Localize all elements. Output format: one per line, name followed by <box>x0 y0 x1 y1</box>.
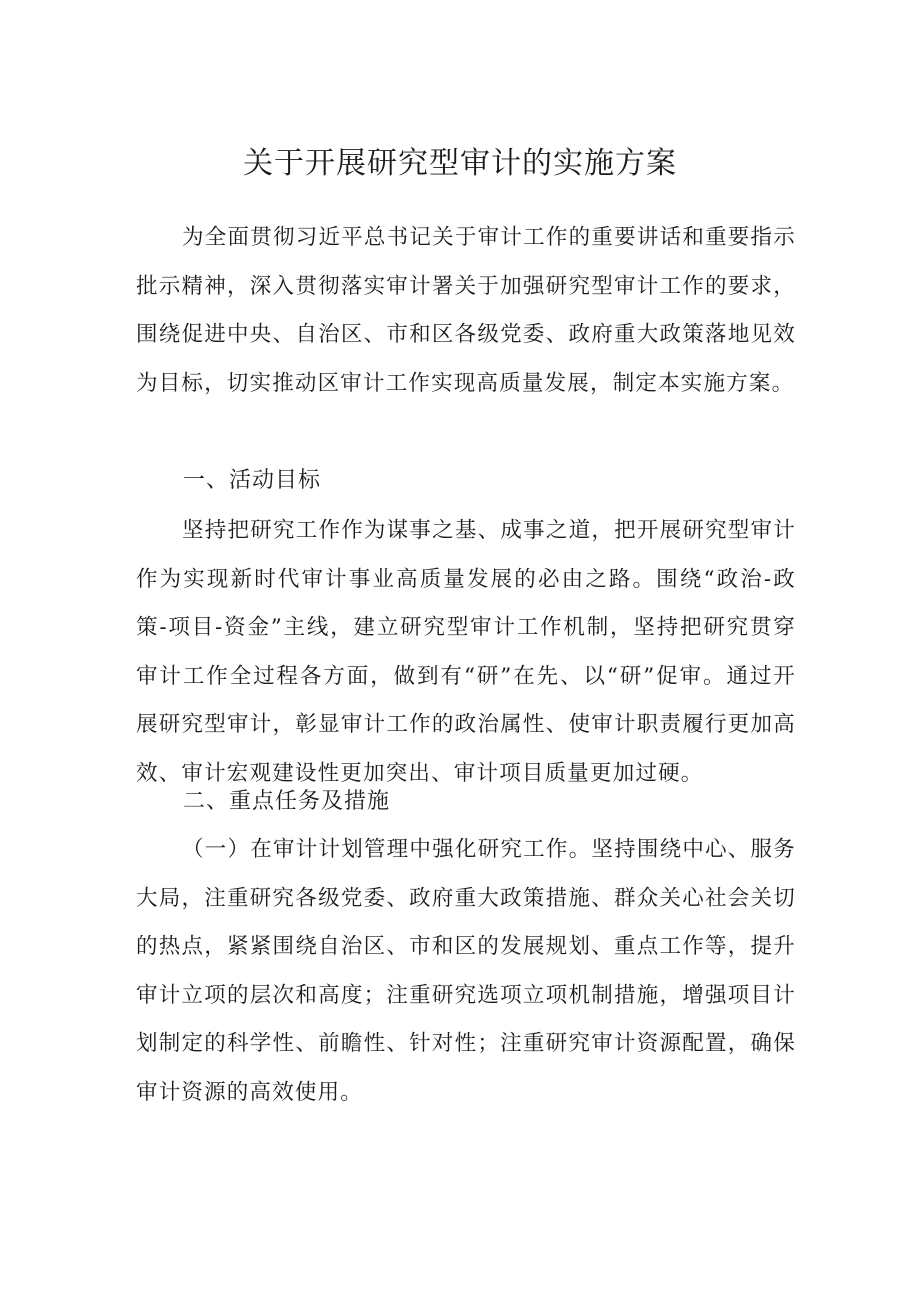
section-heading-goals: 一、活动目标 <box>183 468 322 493</box>
section-heading-tasks: 二、重点任务及措施 <box>183 789 391 814</box>
tasks-item-1-paragraph: （一）在审计计划管理中强化研究工作。坚持围绕中心、服务大局，注重研究各级党委、政府重大政策措施、群众关心社会关切的热点，紧紧围绕自治区、市和区的发展规划、重点工作等，提升审计立项的层次和高度；注重研究选项立项机制措施，增强项目计划制定的科学性、前瞻性、针对性；注重研究审计资源配置，确保审计资源的高效使用。 <box>136 837 796 1105</box>
goals-paragraph: 坚持把研究工作作为谋事之基、成事之道，把开展研究型审计作为实现新时代审计事业高质量发展的必由之路。围绕“政治-政策-项目-资金”主线，建立研究型审计工作机制，坚持把研究贯穿审计工作全过程各方面，做到有“研”在先、以“研”促审。通过开展研究型审计，彰显审计工作的政治属性、使审计职责履行更加高效、审计宏观建设性更加突出、审计项目质量更加过硬。 <box>136 518 796 786</box>
intro-paragraph: 为全面贯彻习近平总书记关于审计工作的重要讲话和重要指示批示精神，深入贯彻落实审计署关于加强研究型审计工作的要求，围绕促进中央、自治区、市和区各级党委、政府重大政策落地见效为目标，切实推动区审计工作实现高质量发展，制定本实施方案。 <box>136 225 796 396</box>
document-title: 关于开展研究型审计的实施方案 <box>243 146 677 181</box>
